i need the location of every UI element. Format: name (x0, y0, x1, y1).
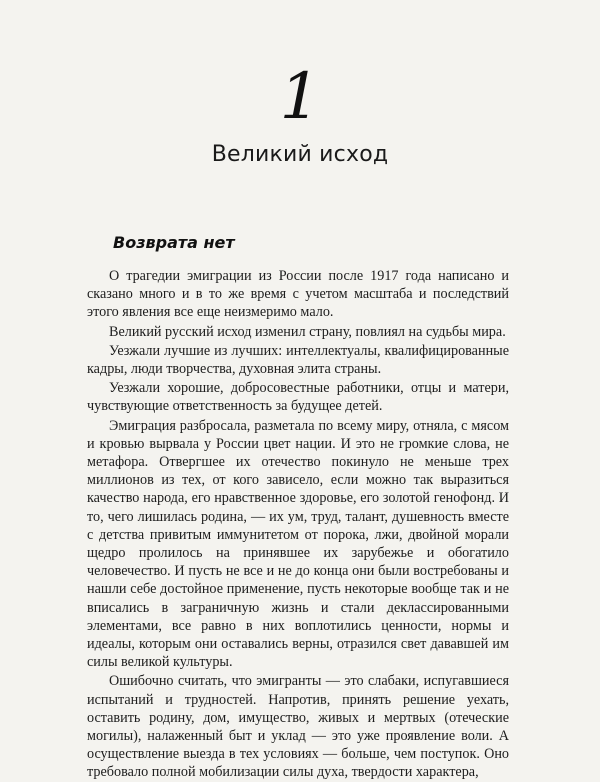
paragraph: Уезжали лучшие из лучших: интеллектуалы, квалифицированные кадры, люди творчества, духовная элита страны. (87, 342, 509, 378)
paragraph: Великий русский исход изменил страну, повлиял на судьбы мира. (109, 323, 506, 340)
paragraph: Уезжали хорошие, добросовестные работники, отцы и матери, чувствующие ответственность за будущее детей. (87, 380, 509, 415)
paragraph: О трагедии эмиграции из России после 1917 года написано и сказано много и в то же время с учетом масштаба и последствий этого явления все еще неизмеримо мало. (87, 268, 509, 321)
section-title: Возврата нет (113, 233, 235, 252)
paragraph: Ошибочно считать, что эмигранты — это слабаки, испугавшиеся испытаний и трудностей. Напротив, принять решение уехать, оставить родину, дом, имущество, живых и мертвых (отеческие могилы), налаженный быт и уклад — это уже проявление воли. А осуществление выезда в тех условиях — больше, чем поступок. Оно требовало полной мобилизации силы духа, твердости характера, (87, 673, 509, 781)
chapter-title: Великий исход (211, 142, 389, 167)
chapter-number: 1 (279, 60, 321, 134)
body-text (87, 267, 509, 782)
paragraph: Эмиграция разбросала, разметала по всему миру, отняла, с мясом и кровью вырвала у России цвет нации. И это не громкие слова, не метафора. Отвергшее их отечество покинуло не меньше трех миллионов из тех, от кого зависело, если можно так выразиться качество народа, его нравственное здоровье, его золотой генофонд. И то, чего лишилась родина, — их ум, труд, талант, душевность вместе с детства привитым иммунитетом от порока, лжи, двойной морали щедро пролилось на принявшее их зарубежье и обогатило человечество. И пусть не все и не до конца они были востребованы и нашли себе достойное применение, пусть некоторые вообще так и не вписались в заграничную жизнь и стали деклассированными элементами, все равно в них воплотились ценности, нормы и идеалы, которым они оставались верны, отразился свет дававшей им силы великой культуры. (87, 417, 509, 671)
